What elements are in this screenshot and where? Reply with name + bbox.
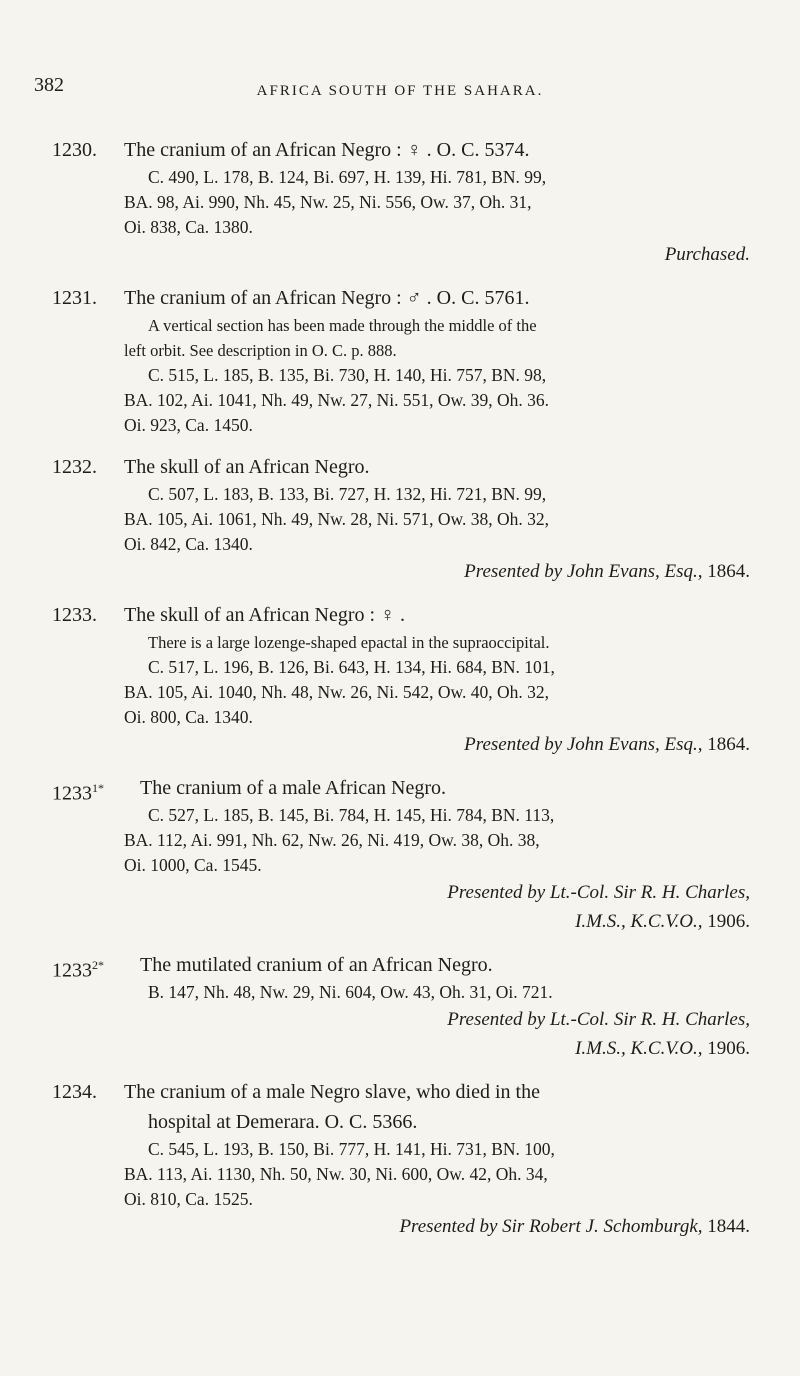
entry-measurements: C. 517, L. 196, B. 126, Bi. 643, H. 134, Hi. 684, BN. 101, xyxy=(148,657,555,677)
entry-year: 1864. xyxy=(707,734,750,755)
entry-year: 1906. xyxy=(707,1038,750,1059)
entry-note: left orbit. See description in O. C. p. 888. xyxy=(124,341,397,360)
entry-source xyxy=(52,1212,750,1241)
entry-heading-text: The cranium of a male African Negro. xyxy=(140,777,446,799)
entry-heading-text: The cranium of an African Negro : ♂ . O. C. 5761. xyxy=(124,287,530,309)
entry-heading xyxy=(124,1077,752,1137)
entry-heading-text: The skull of an African Negro : ♀ . xyxy=(124,604,406,626)
entry-measurements: BA. 113, Ai. 1130, Nh. 50, Nw. 30, Ni. 600, Ow. 42, Oh. 34, xyxy=(124,1164,548,1184)
entry-heading xyxy=(124,452,752,482)
entry-year: 1864. xyxy=(707,561,750,582)
entry-source-text: Presented by Sir Robert J. Schomburgk, xyxy=(399,1216,703,1237)
entry-measurements: C. 527, L. 185, B. 145, Bi. 784, H. 145, Hi. 784, BN. 113, xyxy=(148,805,555,825)
entry-measurements: Oi. 923, Ca. 1450. xyxy=(124,415,253,435)
catalogue-entry xyxy=(52,452,752,586)
entry-source-text: Presented by John Evans, Esq., xyxy=(464,734,703,755)
entry-number xyxy=(52,950,104,986)
catalogue-entry xyxy=(52,600,752,759)
entry-source-text: Presented by Lt.-Col. Sir R. H. Charles, xyxy=(447,882,750,903)
entry-note: A vertical section has been made through the middle of the xyxy=(148,316,537,335)
entry-source-text: Purchased. xyxy=(664,244,750,265)
running-head: AFRICA SOUTH OF THE SAHARA. xyxy=(256,83,544,99)
entry-measurements: B. 147, Nh. 48, Nw. 29, Ni. 604, Ow. 43, Oh. 31, Oi. 721. xyxy=(148,982,553,1002)
entry-number xyxy=(52,600,97,630)
entry-year: 1906. xyxy=(707,911,750,932)
entry-source xyxy=(52,1034,750,1063)
entry-heading xyxy=(140,773,752,803)
entry-number xyxy=(52,1077,97,1107)
entry-measurements: C. 515, L. 185, B. 135, Bi. 730, H. 140, Hi. 757, BN. 98, xyxy=(148,365,547,385)
entry-number xyxy=(52,283,97,313)
entry-number xyxy=(52,773,104,809)
entry-number-text: 1233. xyxy=(52,604,97,626)
entry-measurements: BA. 112, Ai. 991, Nh. 62, Nw. 26, Ni. 419, Ow. 38, Oh. 38, xyxy=(124,830,540,850)
entry-measurements: BA. 105, Ai. 1061, Nh. 49, Nw. 28, Ni. 571, Ow. 38, Oh. 32, xyxy=(124,509,550,529)
entry-number-text: 1231. xyxy=(52,287,97,309)
entry-source-text: Presented by John Evans, Esq., xyxy=(464,561,703,582)
entry-heading xyxy=(140,950,752,980)
entry-source xyxy=(52,730,750,759)
entry-number xyxy=(52,452,97,482)
entry-measurements: C. 507, L. 183, B. 133, Bi. 727, H. 132, Hi. 721, BN. 99, xyxy=(148,484,547,504)
entry-number-text: 1234. xyxy=(52,1081,97,1103)
entry-number xyxy=(52,135,97,165)
entry-source-text: Presented by Lt.-Col. Sir R. H. Charles, xyxy=(447,1009,750,1030)
entry-heading-text: The cranium of an African Negro : ♀ . O. C. 5374. xyxy=(124,139,530,161)
entry-heading-continuation: hospital at Demerara. O. C. 5366. xyxy=(148,1111,418,1133)
entry-measurements: Oi. 810, Ca. 1525. xyxy=(124,1189,253,1209)
entry-measurements: Oi. 842, Ca. 1340. xyxy=(124,534,253,554)
entry-number-text: 1232. xyxy=(52,456,97,478)
catalogue-entries xyxy=(52,135,752,1255)
entry-heading-text: The mutilated cranium of an African Negro. xyxy=(140,954,493,976)
entry-measurements: BA. 105, Ai. 1040, Nh. 48, Nw. 26, Ni. 542, Ow. 40, Oh. 32, xyxy=(124,682,550,702)
entry-source xyxy=(52,557,750,586)
entry-source xyxy=(52,907,750,936)
catalogue-entry xyxy=(52,135,752,269)
entry-measurements: C. 490, L. 178, B. 124, Bi. 697, H. 139, Hi. 781, BN. 99, xyxy=(148,167,547,187)
entry-measurements: BA. 102, Ai. 1041, Nh. 49, Nw. 27, Ni. 551, Ow. 39, Oh. 36. xyxy=(124,390,550,410)
entry-source-text: I.M.S., K.C.V.O., xyxy=(575,1038,703,1059)
entry-number-text: 1230. xyxy=(52,139,97,161)
entry-number-text: 1233 xyxy=(52,959,92,982)
catalogue-entry xyxy=(52,950,752,1063)
entry-heading xyxy=(124,283,752,313)
entry-number-superscript: 2* xyxy=(92,958,104,972)
entry-source xyxy=(52,1005,750,1034)
entry-note: There is a large lozenge-shaped epactal in the supraoccipital. xyxy=(148,633,550,652)
entry-number-superscript: 1* xyxy=(92,781,104,795)
entry-source xyxy=(52,878,750,907)
entry-measurements: C. 545, L. 193, B. 150, Bi. 777, H. 141, Hi. 731, BN. 100, xyxy=(148,1139,555,1159)
entry-measurements: Oi. 838, Ca. 1380. xyxy=(124,217,253,237)
entry-heading xyxy=(124,135,752,165)
entry-number-text: 1233 xyxy=(52,782,92,805)
entry-source-text: I.M.S., K.C.V.O., xyxy=(575,911,703,932)
entry-measurements: Oi. 1000, Ca. 1545. xyxy=(124,855,262,875)
entry-heading xyxy=(124,600,752,630)
entry-year: 1844. xyxy=(707,1216,750,1237)
catalogue-entry xyxy=(52,1077,752,1241)
catalogue-entry xyxy=(52,283,752,438)
entry-source xyxy=(52,240,750,269)
entry-heading-text: The skull of an African Negro. xyxy=(124,456,370,478)
catalogue-entry xyxy=(52,773,752,936)
entry-measurements: Oi. 800, Ca. 1340. xyxy=(124,707,253,727)
page-number: 382 xyxy=(34,74,64,96)
entry-measurements: BA. 98, Ai. 990, Nh. 45, Nw. 25, Ni. 556, Ow. 37, Oh. 31, xyxy=(124,192,532,212)
entry-heading-text: The cranium of a male Negro slave, who died in the xyxy=(124,1081,540,1103)
